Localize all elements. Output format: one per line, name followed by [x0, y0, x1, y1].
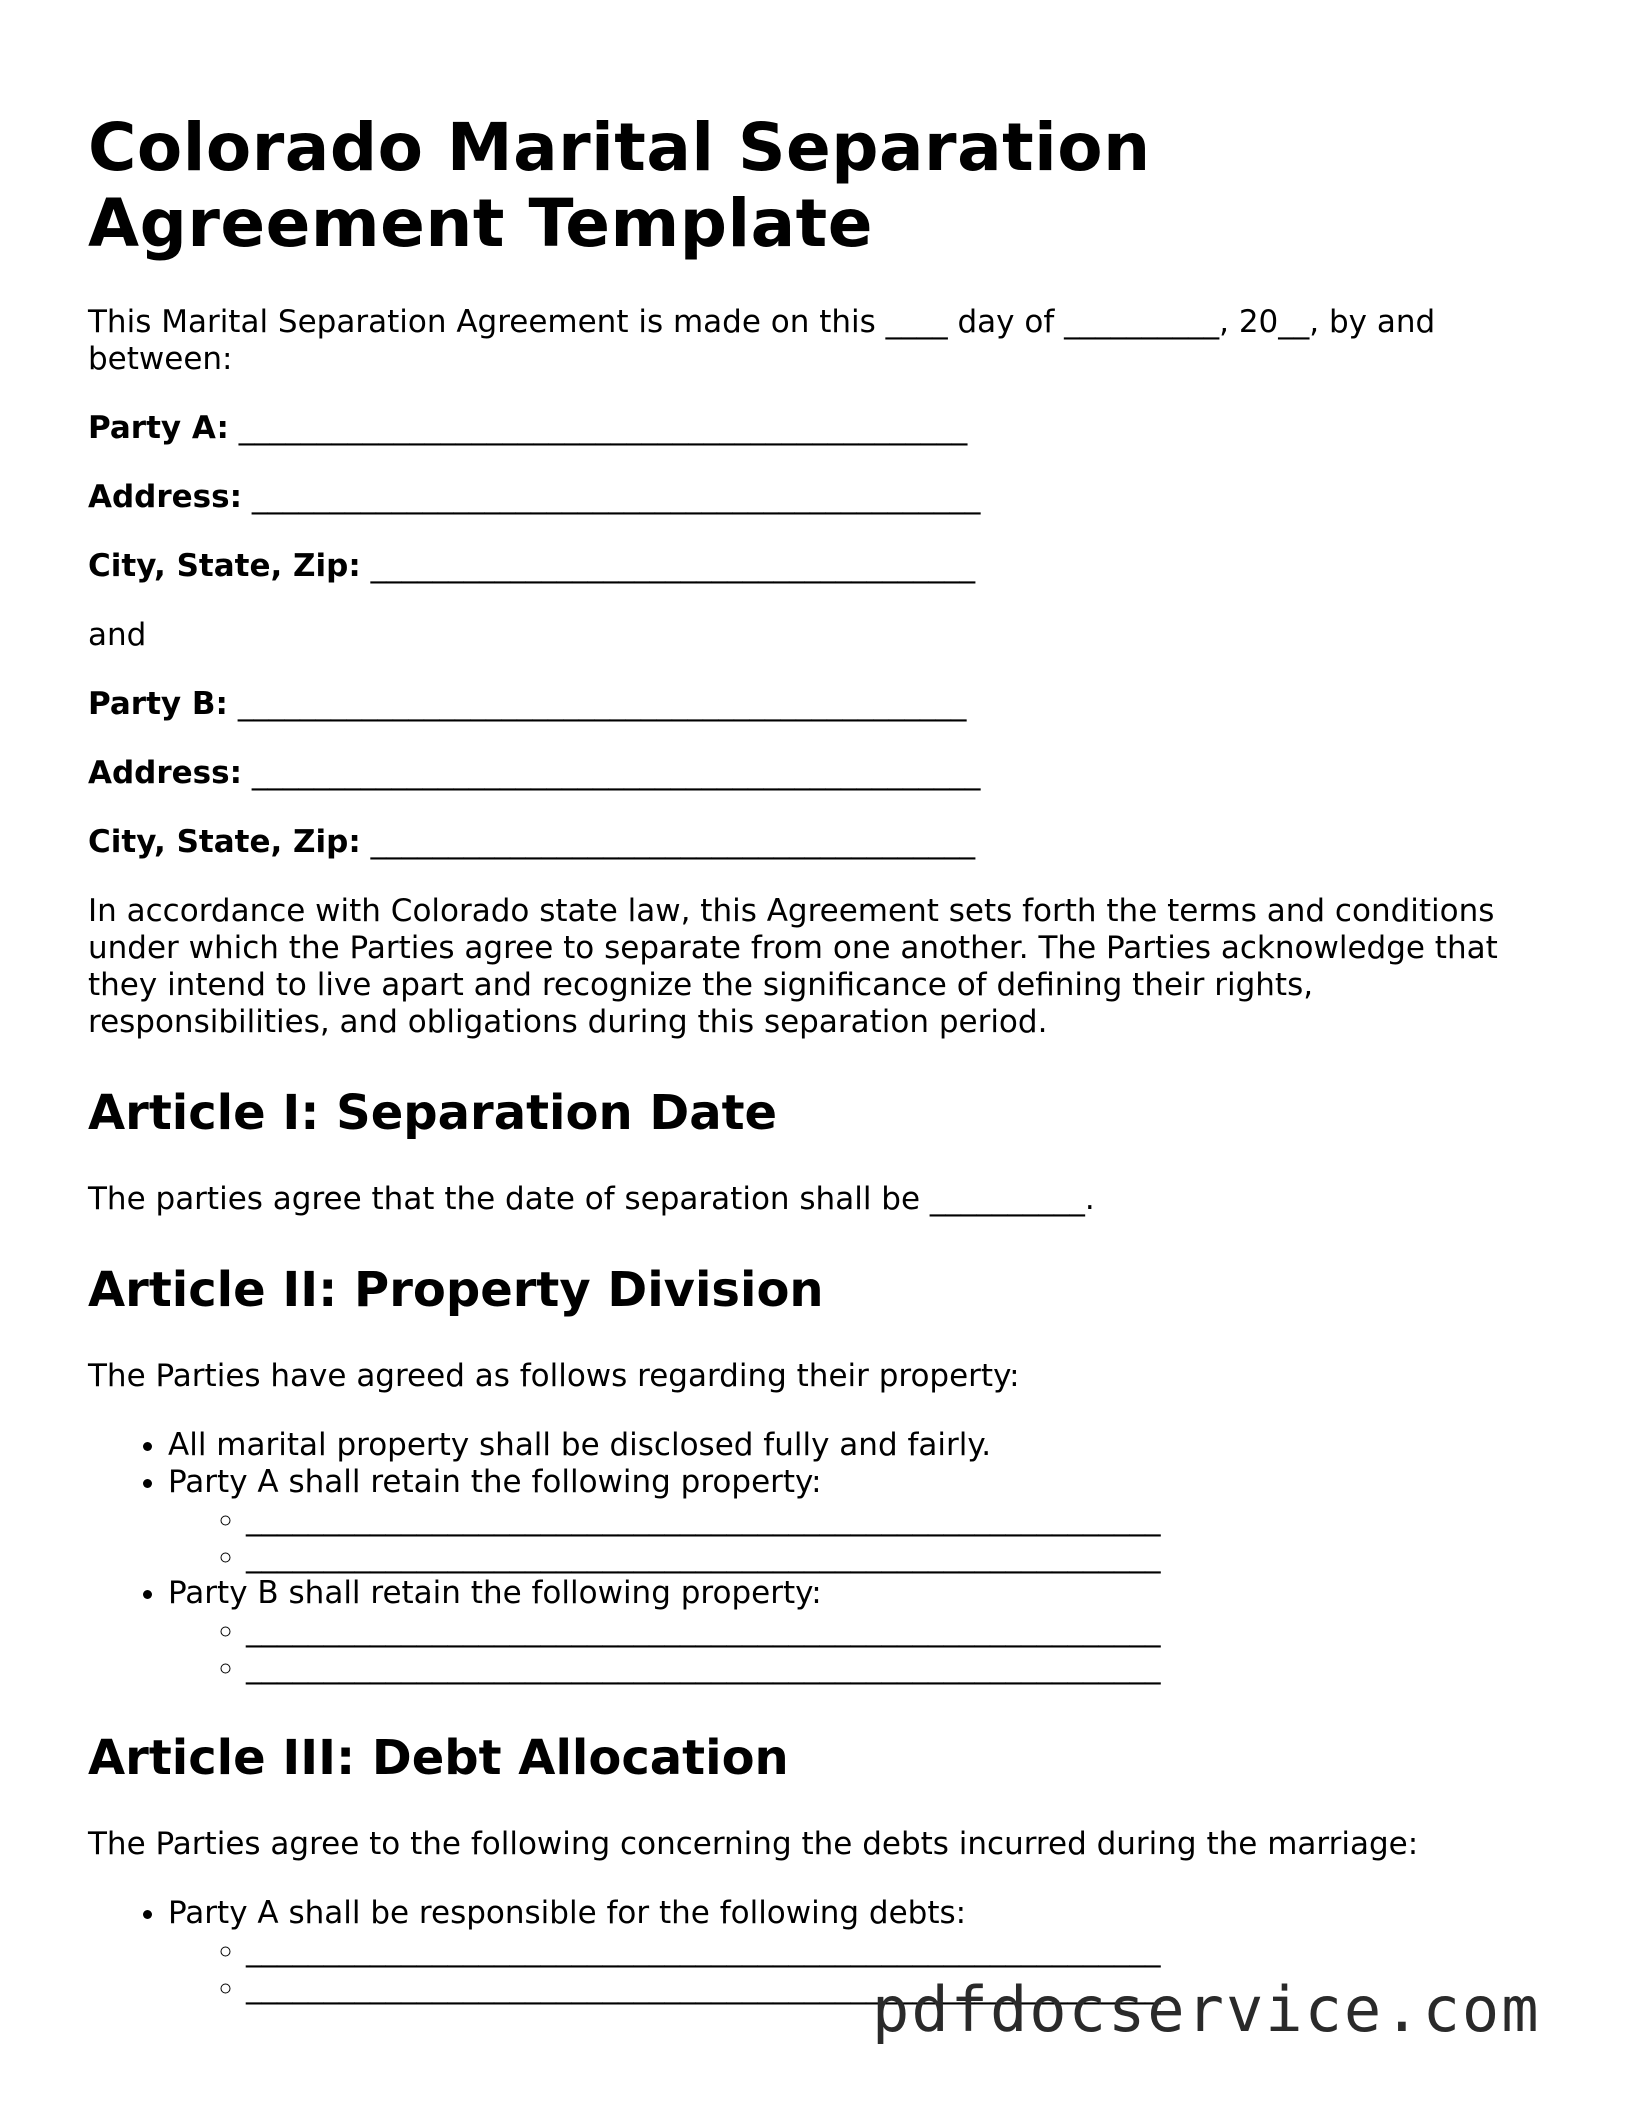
- article-1-text: The parties agree that the date of separation shall be __________.: [88, 1181, 1095, 1217]
- article-3-text: The Parties agree to the following concerning the debts incurred during the marriage:: [88, 1826, 1419, 1862]
- property-item-disclosure: All marital property shall be disclosed fully and fairly.: [168, 1427, 992, 1463]
- party-b-city-label: City, State, Zip:: [88, 824, 361, 860]
- blank-line: ___________________________________________________________: [246, 1501, 1161, 1537]
- party-a-name-blank: _______________________________________________: [238, 410, 968, 446]
- article-2-heading: Article II: Property Division: [88, 1262, 824, 1318]
- debt-item-party-a: Party A shall be responsible for the following debts:: [168, 1895, 967, 1931]
- and-text: and: [88, 617, 147, 653]
- party-b-city-blank: _______________________________________: [370, 824, 976, 860]
- list-item: [246, 1649, 1548, 1686]
- blank-line: ___________________________________________________________: [246, 1538, 1161, 1574]
- document-title: Colorado Marital Separation Agreement Template: [88, 109, 1151, 262]
- list-item: [246, 1932, 1548, 1969]
- list-item: [168, 1427, 1548, 1464]
- list-item: [246, 1538, 1548, 1575]
- property-list: [88, 1427, 1548, 1686]
- property-item-party-b: Party B shall retain the following property:: [168, 1575, 822, 1611]
- party-a-city-label: City, State, Zip:: [88, 548, 361, 584]
- party-b-name-label: Party B:: [88, 686, 228, 722]
- blank-line: ___________________________________________________________: [246, 1649, 1161, 1685]
- list-item: [246, 1612, 1548, 1649]
- blank-line: ___________________________________________________________: [246, 1969, 1161, 2005]
- party-b-address-label: Address:: [88, 755, 242, 791]
- blank-line: ___________________________________________________________: [246, 1932, 1161, 1968]
- party-a-name-label: Party A:: [88, 410, 229, 446]
- party-a-city-field: [88, 548, 1548, 585]
- list-item: [246, 1501, 1548, 1538]
- watermark: pdfdocservice.com: [872, 1973, 1541, 2046]
- accordance-paragraph: In accordance with Colorado state law, this Agreement sets forth the terms and conditions under which the Parties agree to separate from one another. The Parties acknowledge that they intend to live apart and recognize the significance of defining their rights, responsibilities, and obligations during this separation period.: [88, 893, 1498, 1040]
- party-a-city-blank: _______________________________________: [370, 548, 976, 584]
- party-b-name-blank: _______________________________________________: [237, 686, 967, 722]
- document-page: [88, 110, 1548, 2038]
- article-2-text: The Parties have agreed as follows regarding their property:: [88, 1358, 1020, 1394]
- intro-paragraph: This Marital Separation Agreement is made on this ____ day of __________, 20__, by and between:: [88, 304, 1436, 377]
- property-item-party-a: Party A shall retain the following property:: [168, 1464, 822, 1500]
- party-b-property-sublist: [168, 1612, 1548, 1686]
- article-3-heading: Article III: Debt Allocation: [88, 1730, 789, 1786]
- party-a-address-label: Address:: [88, 479, 242, 515]
- party-a-name-field: [88, 410, 1548, 447]
- list-item: [168, 1575, 1548, 1686]
- list-item: [168, 1464, 1548, 1575]
- party-a-property-sublist: [168, 1501, 1548, 1575]
- article-1-heading: Article I: Separation Date: [88, 1085, 778, 1141]
- party-a-address-blank: _______________________________________________: [251, 479, 981, 515]
- party-b-name-field: [88, 686, 1548, 723]
- party-b-address-blank: _______________________________________________: [251, 755, 981, 791]
- blank-line: ___________________________________________________________: [246, 1612, 1161, 1648]
- party-b-city-field: [88, 824, 1548, 861]
- party-a-address-field: [88, 479, 1548, 516]
- party-b-address-field: [88, 755, 1548, 792]
